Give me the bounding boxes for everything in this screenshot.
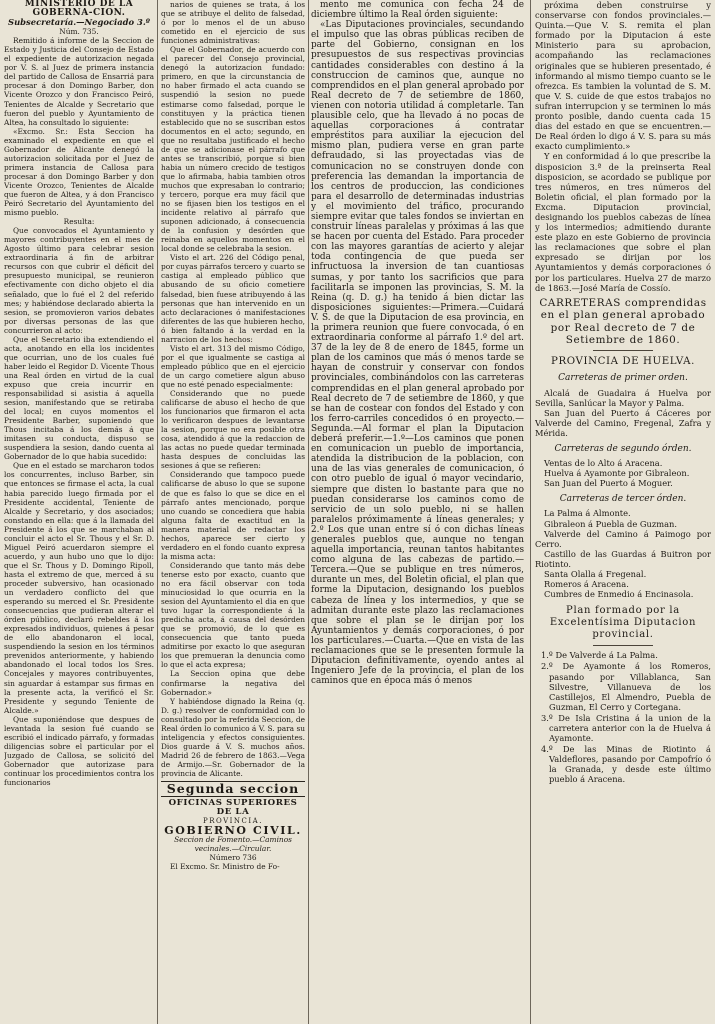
divider [593, 350, 653, 351]
province-heading: PROVINCIA. [203, 817, 263, 826]
list-item: Huelva á Ayamonte por Gibraleon. [544, 468, 690, 479]
plan-item: 3.º De Isla Cristina á la union de la carretera anterior con la de Huelva á Ayamonte. [541, 712, 711, 744]
paragraph: Remitido á informe de la Seccion de Estado y Justicia del Consejo de Estado el expediente de autorizacion negada por V. S. al Juez de primera instancia del partido de Callosa de Ensarriá para procesar á don Domingo Barber, don Vicente Orozco y don Francisco Peiró, Tenientes de Alcalde y Secretario que fueron del pueblo y Ayuntamiento de Altea, ha consultado lo siguiente: [4, 36, 154, 127]
divider [593, 645, 653, 646]
paragraph: «Las Diputaciones provinciales, secundando el impulso que las obras públicas reciben de parte del Gobierno, consignan en los presupuestos de sus respectivas provincias cantidades considerables con destino á la construccion de caminos que, aunque no comprendidos en el plan general aprobado por Real decreto de 7 de setiembre de 1860, vienen con notoria utilidad á completarle. Tan plausible celo, que ha llevado á no pocas de aquellas corporaciones á contratar empréstitos para auxiliar la ejecucion del mismo plan, pudiera verse en gran parte defraudado, si las proyectadas vias de comunicacion no se construyen donde con preferencia las demandan la importancia de los centros de produccion, las condiciones para el desarrollo de determinadas industrias y el movimiento del tráfico, procurando siempre evitar que tales fondos se inviertan en construir líneas paralelas y próximas á las que se hacen por cuenta del Estado. Para proceder con las mayores garantías de acierto y alejar toda contingencia de que pueda ser infructuosa la inversion de tan cuantiosas sumas, y por tanto los sacrificios que para facilitarla se imponen las provincias, S. M. la Reina (q. D. g.) ha tenido á bien dictar las disposiciones siguientes:—Primera.—Cuidará V. S. de que la Diputacion de esa provincia, en la primera reunion que fuere convocada, ó en extraordinaria conforme al párrafo 1.º del art. 37 de la ley de 8 de enero de 1845, forme un plan de los caminos que más ó menos tarde se hayan de construir y conservar con fondos provinciales, combinándolos con las carreteras comprendidas en el plan general aprobado por Real decreto de 7 de setiembre de 1860, y que se han de costear con fondos del Estado y con los ferro-carriles concedidos ó en proyecto.—Segunda.—Al formar el plan la Diputacion deberá preferir.—1.º—Los caminos que ponen en comunicacion un pueblo de importancia, atendida la distribucion de la poblacion, con una de las vias generales de comunicacion, ó con otro pueblo de igual ó mayor vecindario, siempre que disten lo bastante para que no puedan considerarse los caminos como de servicio de un solo pueblo, ni se hallen paralelos próximamente á líneas generales; y 2.º Los que unan entre sí ó con dichas líneas generales pueblos que, aunque no tengan aquella importancia, reunan tantos habitantes como alguna de las cabezas de partido.—Tercera.—Que se publique en tres números, durante un mes, del Boletin oficial, el plan que forme la Diputacion, designando los pueblos cabeza de línea y los intermedios, y que se admitan durante este plazo las reclamaciones que sobre el plan se le dirijan por los Ayuntamientos y demás corporaciones, ó por los particulares.—Cuarta.—Que en vista de las reclamaciones que se le presenten formule la Diputacion definitivamente, oyendo antes al Ingeniero Jefe de la provincia, el plan de los caminos que en época más ó menos [311, 20, 524, 687]
paragraph: Visto el art. 313 del mismo Código, por el que igualmente se castiga al empleado público que en el ejercicio de un cargo cometiere algun abuso que no esté penado especialmente: [161, 343, 305, 389]
plan-item: 1.º De Valverde á La Palma. [541, 650, 658, 661]
column-1 [4, 0, 154, 1024]
list-item: Cumbres de Enmedio á Encinasola. [544, 589, 694, 600]
paragraph: Considerando que tampoco puede calificarse de abuso lo que se supone de que es falso lo que se dice en el párrafo antes mencionado, porque uno cuando se concediera que habia alguna falta de exactitud en la manera material de redactar los hechos, aparece ser cierto y verdadero en el fondo cuanto expresa la misma acta: [161, 470, 305, 561]
paragraph: narios de quienes se trata, á los que se atribuye el delito de falsedad, ó por lo menos el de un abuso cometido en el ejercicio de sus funciones administrativas: [161, 0, 305, 46]
column-2 [161, 0, 305, 1024]
section-title: Segunda seccion [166, 781, 300, 797]
list-item: San Juan del Puerto á Cáceres por Valverde del Camino, Fregenal, Zafra y Mérida. [535, 407, 711, 438]
paragraph: Que el Gobernador, de acuerdo con el parecer del Consejo provincial, denegó la autorizacion fundado: primero, en que la circunstancia de no haber firmado el acta cuando se suspendió la sesion no puede estimarse como falsedad, porque le constituyen y la práctica tienen establecido que no se suscriban estos documentos en el acto; segundo, en que no resultaba justificado el hecho de que se adicionase el párrafo que antes se transcribió, porque si bien habia un número crecido de testigos que lo afirmaba, habia tambien otros muchos que expresaban lo contrario; y tercero, porque era muy fácil que no se fijasen bien los testigos en el incidente relativo al párrafo que suponen adicionado, á consecuencia de la confusion y desórden que reinaba en aquellos momentos en el local donde se celebraba la sesion. [161, 45, 305, 254]
list-item: Santa Olalla á Fregenal. [544, 569, 647, 580]
paragraph: mento me comunica con fecha 24 de diciembre último la Real órden siguiente: [311, 0, 524, 21]
paragraph: Visto el art. 226 del Código penal, por cuyas párrafos tercero y cuarto se castiga al empleado público que abusando de su oficio cometiere falsedad, bien fuese atribuyendo á las personas que han intervenido en un acto declaraciones ó manifestaciones diferentes de las que hubieren hecho, ó bien faltando á la verdad en la narracion de los hechos: [161, 253, 305, 344]
paragraph: El Excmo. Sr. Ministro de Fo- [170, 862, 280, 872]
paragraph: «Excmo. Sr.: Esta Seccion ha examinado el expediente en que el Gobernador de Alicante denegó la autorizacion solicitada por el Juez de primera instancia de Callosa para procesar á don Domingo Barber y don Vicente Orozco, Tenientes de Alcalde que fueron de Altea, y á don Francisco Peiró Secretario del Ayuntamiento del mismo pueblo. [4, 126, 154, 218]
paragraph: Y habiéndose dignado la Reina (q. D. g.) resolver de conformidad con lo consultado por la referida Seccion, de Real órden lo comunico á V. S. para su inteligencia y efectos consiguientes. Dios guarde á V. S. muchos años. Madrid 26 de febrero de 1863.—Vega de Armijo.—Sr. Gobernador de la provincia de Alicante. [161, 696, 305, 778]
paragraph: Considerando que tanto más debe tenerse esto por exacto, cuanto que no era fácil observar con toda minuciosidad lo que ocurria en la sesion del Ayuntamiento el dia en que tuvo lugar la correspondiente á la predicha acta, á causa del desórden que se promovió, de lo que es consecuencia que tanto pueda admitirse por exacto lo que aseguran los que premueran la denuncia como lo que el acta expresa; [161, 560, 305, 670]
list-item: Alcalá de Guadaira á Huelva por Sevilla, Sanlúcar la Mayor y Palma. [535, 387, 711, 408]
paragraph: Que convocados el Ayuntamiento y mayores contribuyentes en el mes de Agosto último para celebrar sesion extraordinaria á fin de arbitrar recursos con que cubrir el déficit del presupuesto municipal, se reunieron efectivamente con dicho objeto el dia señalado, que lo fué el 2 del referido mes; y habiéndose declarado abierta la sesion, se promovieron varios debates por diversas personas de las que concurrieron al acto: [4, 226, 154, 335]
list-item: Castillo de las Guardas á Buitron por Riotinto. [535, 548, 711, 569]
document-number: Núm. 735. [59, 27, 99, 37]
paragraph: La Seccion opina que debe confirmarse la negativa del Gobernador.» [161, 669, 305, 697]
column-rule [530, 0, 531, 1024]
circular-number: Número 736 [209, 853, 257, 863]
ministry-heading: MINISTERIO DE LA GOBERNA-CION. [24, 0, 134, 19]
gobierno-heading: GOBIERNO CIVIL. [164, 824, 302, 838]
fomento-subheading: Seccion de Fomento.—Caminos vecinales.—Circular. [174, 835, 292, 854]
first-order-heading: Carreteras de primer orden. [558, 373, 688, 384]
column-rule [308, 0, 309, 1024]
paragraph: próxima deben construirse y conservarse con fondos provinciales.—Quinta.—Que V. S. remita el plan formado por la Diputacion á este Ministerio para su aprobacion, acompañando las reclamaciones originales que se hubieren presentado, é informando al mismo tiempo cuanto se le ofrezca. Es tambien la voluntad de S. M. que V. S. cuide de que estos trabajos no sufran interrupcion y se terminen lo más pronto posible, dando cuenta cada 15 dias del estado en que se encuentren.—De Real órden lo digo á V. S. para su más exacto cumplimiento.» [535, 0, 711, 152]
column-4 [535, 0, 711, 1024]
third-order-heading: Carreteras de tercer órden. [559, 494, 687, 505]
paragraph: Que en el estado se marcharon todos los concurrentes, incluso Barber, sin que entonces se firmase el acta, la cual habia parecido luego firmada por el Presidente accidental, Teniente de Alcalde y Secretario, y dos asociados; constando en ella: que á la llamada del Presidente á los que se marchaban al concluir el acto el Sr. Thous y el Sr. D. Miguel Peiró acuerdaron siempre el acuerdo, y aun hubo uno que lo dijo: que el Sr. Thous y D. Domingo Ripoll, hasta el extremo de que, merced á su proceder subversivo, han ocasionado un verdadero conflicto del que esperando su merced el Sr. Presidente consecuencias que pudieran alterar el órden público, declaró rebeldes á los expresados individuos, quienes á pesar de ello abandonaron el local, suspendiendo la sesion en los términos prevenidos anteriormente, y habiendo abandonado el local todos los Sres. Concejales y mayores contribuyentes, sin aguardar á estampar sus firmas en la presente acta, la verificó el Sr. Presidente y segundo Teniente de Alcalde.» [4, 461, 154, 715]
office-heading: OFICINAS SUPERIORES DE LA [168, 798, 298, 818]
plan-item: 2.º De Ayamonte á los Romeros, pasando por Villablanca, San Silvestre, Villanueva de los Castillejos, El Almendro, Puebla de Guzman, El Cerro y Cortegana. [541, 661, 711, 712]
paragraph: Que el Secretario iba extendiendo el acta, anotando en ella los incidentes que ocurrian, uno de los cuales fué haber leido el Regidor D. Vicente Thous una Real órden en virtud de la cual expuso que creia incurrir en responsabilidad si asistia á aquella sesion, manifestando que se retiraba del local; en cuyos momentos el Presidente Barber, suponiendo que Thous incitaba á los demás á que imitasen su conducta, dispuso se suspendiera la sesion, dando cuenta al Gobernador de lo que habia sucedido: [4, 334, 154, 462]
section-divider [161, 796, 305, 797]
column-rule [157, 0, 158, 1024]
paragraph: Y en conformidad á lo que prescribe la disposicion 3.ª de la preinserta Real disposicion, se acordado se publique por tres números, en tres números del Boletin oficial, el plan formado por la Excma. Diputacion provincial, designando los pueblos cabezas de línea y los intermedios; admitiendo durante este plazo en este Gobierno de provincia las reclamaciones que sobre el plan expresado se dirijan por los Ayuntamientos y demás corporaciones ó por los particulares. Huelva 27 de marzo de 1863.—José María de Cossío. [535, 151, 711, 293]
list-item: Gibraleon á Puebla de Guzman. [544, 518, 678, 529]
second-order-heading: Carreteras de segundo órden. [554, 444, 692, 454]
paragraph: Resulta: [63, 217, 95, 227]
subsecretaria-heading: Subsecretaría.—Negociado 3.º [8, 17, 150, 28]
paragraph: Considerando que no puede calificarse de abuso el hecho de que los funcionarios que firmaron el acta lo verificaron despues de levantarse la sesion, porque no era posible otra cosa, atendido á que la redaccion de las actas no puede quedar terminada hasta despues de concluidas las sesiones á que se refieren: [161, 389, 305, 471]
list-item: La Palma á Almonte. [544, 508, 631, 519]
plan-item: 4.º De las Minas de Riotinto á Valdeflores, pasando por Campofrío ó la Granada, y desde este último pueblo á Aracena. [541, 744, 711, 785]
column-3 [311, 0, 524, 1024]
plan-title: Plan formado por la Excelentísima Diputacion provincial. [549, 605, 697, 641]
list-item: Valverde del Camino á Paimogo por Cerro. [535, 528, 711, 549]
province-title: PROVINCIA DE HUELVA. [551, 356, 695, 368]
carreteras-title: CARRETERAS comprendidas en el plan general aprobado por Real decreto de 7 de Setiembre de 1860. [539, 296, 707, 346]
list-item: San Juan del Puerto á Moguer. [544, 478, 673, 489]
list-item: Romeros á Aracena. [544, 579, 629, 590]
list-item: Ventas de lo Alto á Aracena. [544, 458, 663, 469]
paragraph: Que suponiéndose que despues de levantada la sesion fué cuando se escribió el indicado párrafo, y formadas diligencias sobre el particular por el Juzgado de Callosa, se solicitó del Gobernador que autorizase para continuar los procedimientos contra los funcionarios [4, 714, 154, 788]
